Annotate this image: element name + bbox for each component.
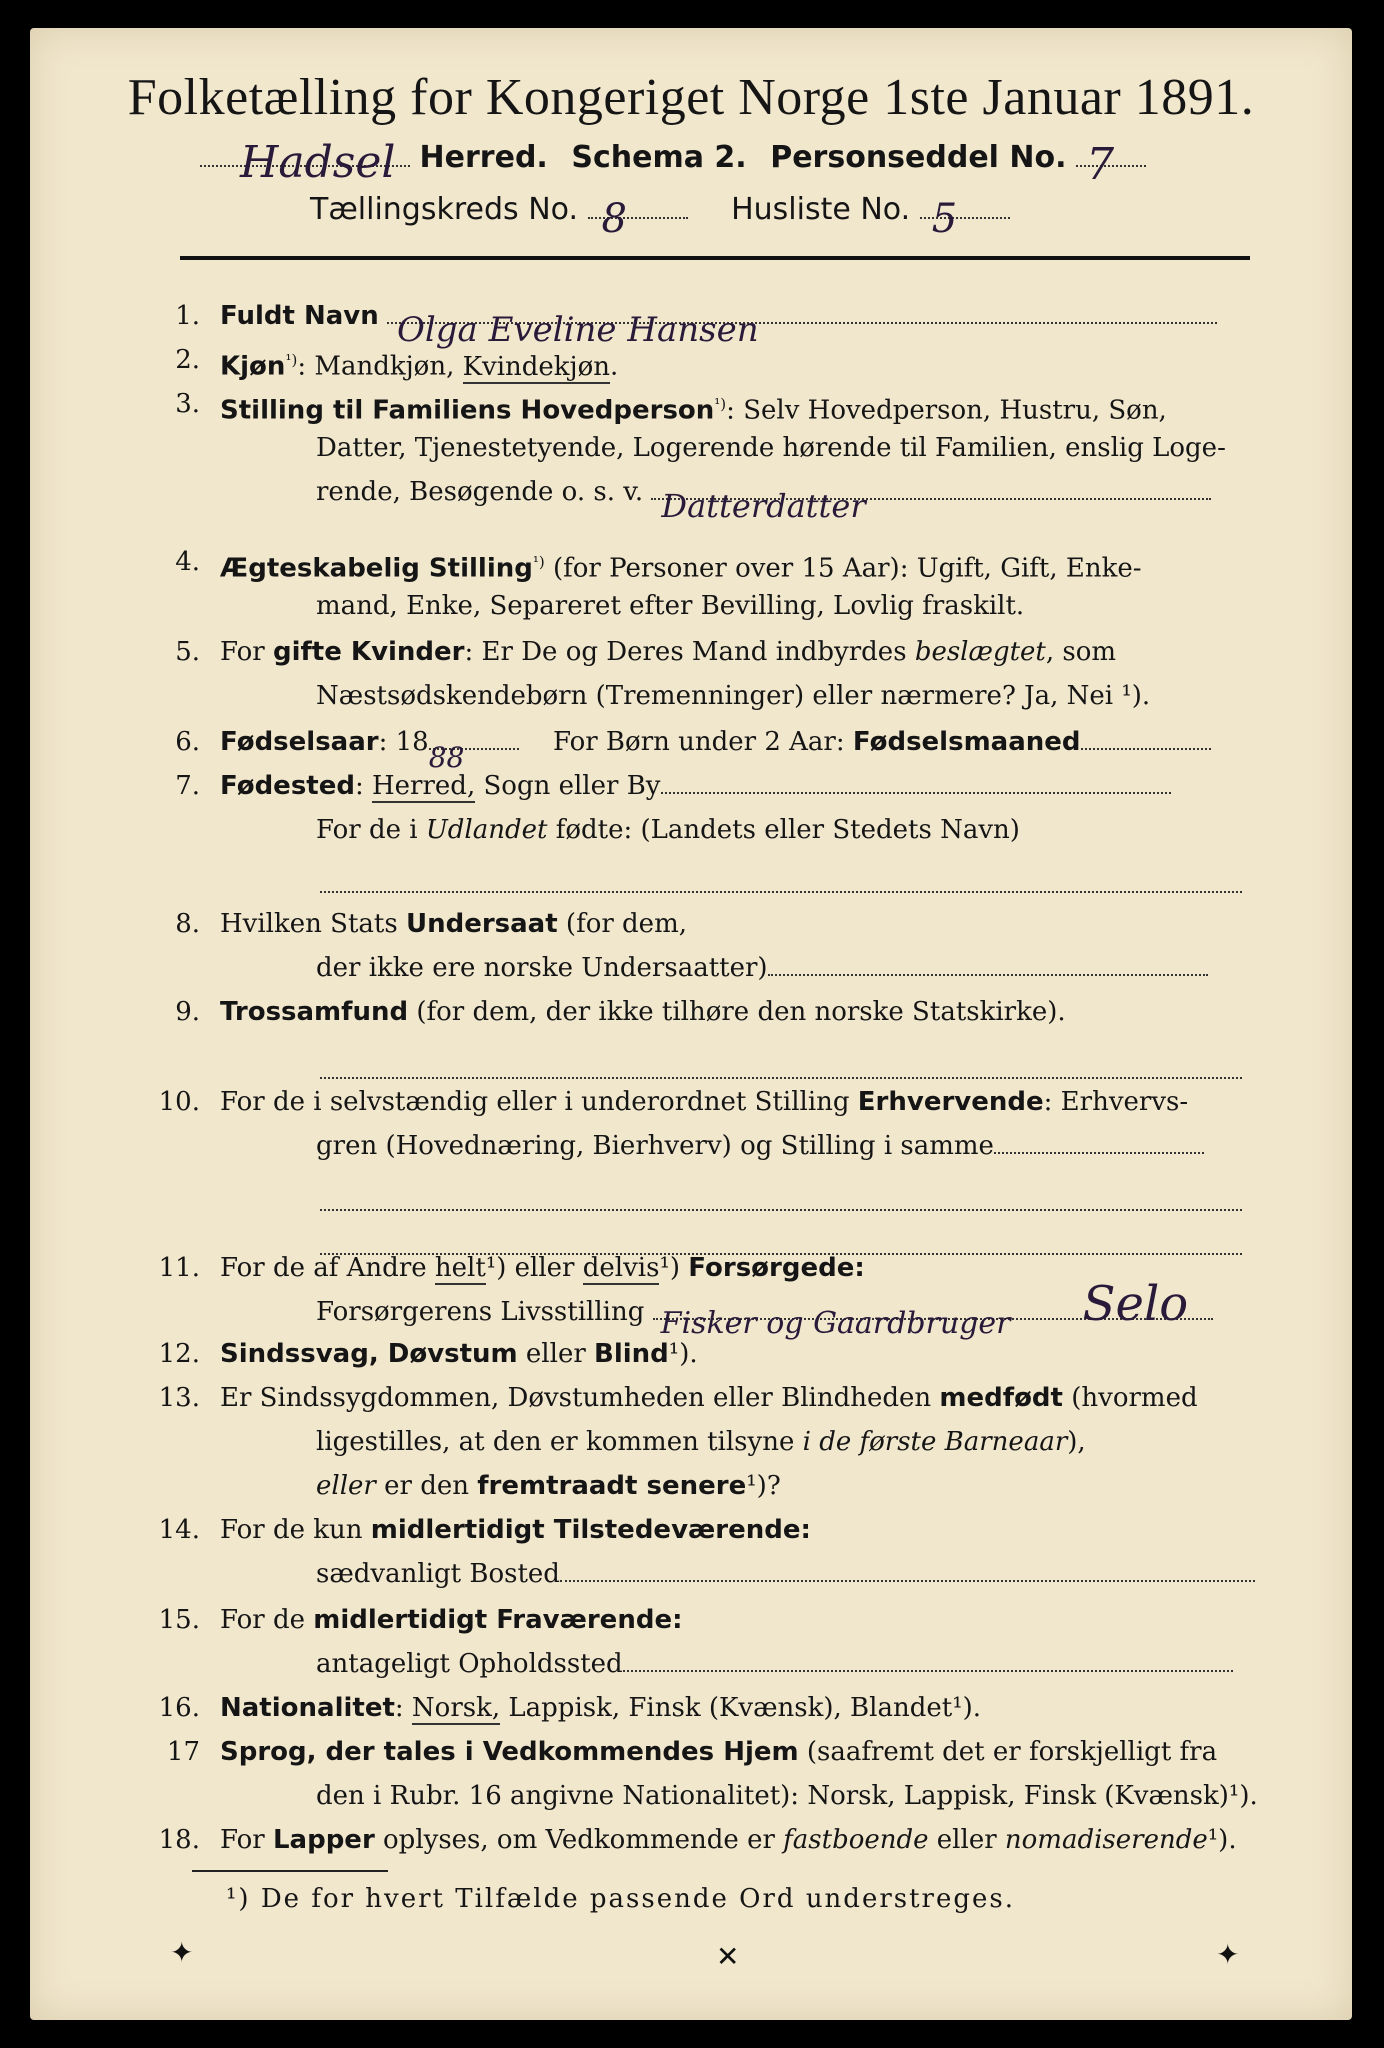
- item-3-line-3: [316, 472, 1211, 525]
- item-10-line-2: [316, 1126, 1204, 1166]
- item-7-line-2b: Udlandet: [425, 815, 548, 845]
- item-15-line-2: [316, 1644, 1233, 1684]
- item-10-blank-line-1: [320, 1196, 1242, 1215]
- nationality-state-field: [768, 974, 1208, 976]
- item-16-text-c: Lappisk, Finsk (Kvænsk), Blandet¹).: [500, 1693, 982, 1723]
- item-6-text: : 18: [378, 727, 429, 757]
- item-18-pre: For: [220, 1825, 273, 1855]
- item-14-number: 14.: [158, 1515, 200, 1545]
- item-7-text-c: Sogn eller By: [475, 771, 661, 801]
- item-11-pre: For de af Andre: [220, 1253, 435, 1283]
- item-5-line-1c: , som: [1045, 637, 1117, 667]
- item-7-line-2a: For de i: [316, 815, 426, 845]
- item-5-pre: For: [220, 637, 273, 667]
- item-8-line-2: [316, 948, 1208, 988]
- husliste-field: [920, 196, 1010, 242]
- item-3-line-3-text: rende, Besøgende o. s. v.: [316, 477, 644, 507]
- item-9-line-1: (for dem, der ikke tilhøre den norske Statskirke).: [408, 997, 1066, 1027]
- item-3-label: Stilling til Familiens Hovedperson: [220, 395, 715, 426]
- item-7-line-2: [316, 810, 1020, 850]
- item-6-number: 6.: [175, 727, 200, 757]
- item-13-line-3b: er den: [375, 1471, 478, 1501]
- item-18-line-1d: nomadiserende: [1004, 1825, 1208, 1855]
- item-12-label: Sindssvag, Døvstum: [220, 1339, 518, 1369]
- item-15-label: midlertidigt Fraværende: [313, 1605, 673, 1635]
- birth-year-value: 88: [428, 741, 465, 774]
- item-14-colon: :: [800, 1515, 811, 1545]
- item-4-footnote-mark: ¹): [532, 553, 545, 571]
- item-2-label: Kjøn: [220, 351, 286, 382]
- item-14-label: midlertidigt Tilstedeværende: [370, 1515, 801, 1545]
- header-line-2: [310, 190, 1010, 242]
- provider-place-value: Selo: [1082, 1276, 1189, 1332]
- herred-label: Herred.: [419, 140, 548, 175]
- item-15-line-2-text: antageligt Opholdssted: [316, 1649, 623, 1679]
- kreds-value: 8: [601, 196, 627, 242]
- item-13-line-3a: eller: [316, 1471, 376, 1501]
- item-5-number: 5.: [175, 637, 200, 667]
- item-6-label: Fødselsaar: [220, 727, 379, 757]
- herred-field: [200, 137, 410, 188]
- item-12-post: ¹).: [668, 1339, 698, 1369]
- item-7-text-a: :: [354, 771, 372, 801]
- item-5-line-1b: beslægtet: [914, 637, 1046, 667]
- item-15-number: 15.: [158, 1605, 200, 1635]
- item-18-line-1e: ¹).: [1207, 1825, 1237, 1855]
- item-18-label: Lapper: [272, 1825, 375, 1855]
- item-9-number: 9.: [175, 997, 200, 1027]
- delvis-underlined: delvis: [582, 1253, 660, 1283]
- provider-occupation-value: Fisker og Gaardbruger: [660, 1306, 1011, 1341]
- herred-value: Hadsel: [240, 137, 396, 188]
- item-9-blank-line: [320, 1064, 1242, 1083]
- item-11-line-2-text: Forsørgerens Livsstilling: [316, 1297, 645, 1327]
- census-form-sheet: [30, 28, 1352, 2020]
- item-13-number: 13.: [158, 1383, 200, 1413]
- item-5-label: gifte Kvinder: [272, 637, 465, 667]
- item-12-mid: eller: [517, 1339, 595, 1369]
- item-10-line-2-text: gren (Hovednæring, Bierhverv) og Stilling i samme: [316, 1131, 994, 1161]
- item-6-label-3: Fødselsmaaned: [852, 727, 1081, 757]
- form-title: Folketælling for Kongeriget Norge 1ste Januar 1891.: [127, 69, 1255, 126]
- item-3-footnote-mark: ¹): [714, 395, 727, 413]
- item-11-mid: ¹) eller: [485, 1253, 583, 1283]
- item-13-line-3c: fremtraadt senere: [477, 1471, 747, 1501]
- provider-occupation-field: [653, 1276, 1213, 1341]
- registration-mark-center: ✕: [716, 1940, 740, 1973]
- item-13-line-3d: ¹)?: [746, 1471, 781, 1501]
- item-15-pre: For de: [220, 1605, 314, 1635]
- footnote-rule: [192, 1870, 388, 1872]
- item-13-line-2b: i de første Barneaar: [802, 1427, 1068, 1457]
- personseddel-label: Personseddel No.: [770, 140, 1067, 175]
- item-4-number: 4.: [175, 547, 200, 577]
- item-8-line-1: (for dem,: [557, 909, 687, 939]
- item-18-number: 18.: [158, 1825, 200, 1855]
- item-2-number: 2.: [175, 345, 200, 375]
- item-1-number: 1.: [175, 301, 200, 331]
- item-13-line-2: [316, 1422, 1086, 1462]
- item-8-number: 8.: [175, 909, 200, 939]
- item-2-text-c: .: [610, 351, 619, 382]
- item-15-colon: :: [672, 1605, 683, 1635]
- item-1-label: Fuldt Navn: [220, 301, 379, 331]
- husliste-value: 5: [931, 196, 958, 242]
- birthplace-field: [661, 792, 1171, 794]
- item-12-number: 12.: [158, 1339, 200, 1369]
- usual-residence-field: [560, 1580, 1255, 1582]
- item-14-line-2-text: sædvanligt Bosted: [316, 1559, 560, 1589]
- item-10-line-1: : Erhvervs-: [1043, 1087, 1189, 1117]
- item-16-text-a: :: [394, 1693, 412, 1723]
- item-10-pre: For de i selvstændig eller i underordnet Stilling: [220, 1087, 858, 1117]
- item-14-line-2: [316, 1554, 1255, 1594]
- item-5-line-1a: : Er De og Deres Mand indbyrdes: [464, 637, 915, 667]
- helt-underlined: helt: [434, 1253, 486, 1283]
- item-17-number: 17: [166, 1737, 200, 1767]
- item-14-pre: For de kun: [220, 1515, 371, 1545]
- item-11-post: ¹): [659, 1253, 689, 1283]
- item-16-number: 16.: [158, 1693, 200, 1723]
- item-18-line-1c: eller: [928, 1825, 1005, 1855]
- registration-mark-right: ✦: [1216, 1938, 1240, 1971]
- kreds-field: [588, 196, 688, 242]
- item-12-label-2: Blind: [594, 1339, 669, 1369]
- item-13-line-2c: ),: [1067, 1427, 1086, 1457]
- birth-year-field: [428, 741, 519, 774]
- norsk-underlined: Norsk,: [411, 1693, 501, 1723]
- item-8-line-2-text: der ikke ere norske Undersaatter): [316, 953, 768, 983]
- item-11-label: Forsørgede: [688, 1253, 855, 1283]
- occupation-field: [994, 1152, 1204, 1154]
- item-4-line-2: mand, Enke, Separeret efter Bevilling, Lovlig fraskilt.: [316, 591, 1025, 621]
- item-10-number: 10.: [158, 1087, 200, 1117]
- item-1-field: [387, 310, 1217, 350]
- item-13-line-1c: (hvormed: [1062, 1383, 1198, 1413]
- item-18-line-1a: oplyses, om Vedkommende er: [374, 1825, 784, 1855]
- item-17-line-1: (saafremt det er forskjelligt fra: [798, 1737, 1218, 1767]
- birth-month-field: [1081, 748, 1211, 750]
- item-11-line-2: [316, 1276, 1213, 1341]
- schema-label: Schema 2.: [571, 140, 747, 175]
- item-17-label: Sprog, der tales i Vedkommendes Hjem: [220, 1737, 799, 1767]
- item-4-line-1: (for Personer over 15 Aar): Ugift, Gift, Enke-: [544, 553, 1142, 584]
- item-3-line-1: : Selv Hovedperson, Hustru, Søn,: [726, 395, 1167, 426]
- item-13-line-1a: Er Sindssygdommen, Døvstumheden eller Blindheden: [220, 1383, 940, 1413]
- item-2-text-a: : Mandkjøn,: [297, 351, 463, 382]
- full-name-value: Olga Eveline Hansen: [397, 310, 759, 350]
- item-8-label: Undersaat: [405, 909, 558, 939]
- item-11-colon: :: [854, 1253, 865, 1283]
- item-11-number: 11.: [158, 1253, 200, 1283]
- probable-residence-field: [623, 1670, 1233, 1672]
- item-7-line-2c: fødte: (Landets eller Stedets Navn): [547, 815, 1020, 845]
- relation-value: Datterdatter: [661, 487, 866, 525]
- item-17-line-2: den i Rubr. 16 angivne Nationalitet): Norsk, Lappisk, Finsk (Kvænsk)¹).: [316, 1781, 1258, 1811]
- header-line-1: [200, 137, 1146, 190]
- item-7-blank-line: [320, 878, 1242, 897]
- item-5-line-2: Næstsødskendebørn (Tremenninger) eller nærmere? Ja, Nei ¹).: [316, 681, 1151, 711]
- item-3-line-2: Datter, Tjenestetyende, Logerende hørende til Familien, enslig Loge-: [316, 433, 1226, 463]
- item-3-field: [651, 487, 1211, 525]
- kvindekjon-underlined: Kvindekjøn: [462, 351, 611, 382]
- item-6-label-2: For Børn under 2 Aar:: [552, 727, 853, 757]
- herred-underlined: Herred,: [372, 771, 476, 801]
- item-16-label: Nationalitet: [220, 1693, 395, 1723]
- item-13-line-3: [316, 1466, 781, 1506]
- registration-mark-left: ✦: [170, 1936, 194, 1969]
- header-rule: [180, 256, 1250, 260]
- item-13-line-2a: ligestilles, at den er kommen tilsyne: [316, 1427, 803, 1457]
- item-13-line-1b: medfødt: [939, 1383, 1063, 1413]
- item-7-number: 7.: [175, 771, 200, 801]
- kreds-label: Tællingskreds No.: [310, 192, 578, 227]
- item-3-number: 3.: [175, 389, 200, 419]
- item-4-label: Ægteskabelig Stilling: [220, 553, 533, 584]
- item-18-line-1b: fastboende: [783, 1825, 929, 1855]
- item-10-label: Erhvervende: [857, 1087, 1044, 1117]
- personseddel-value: 7: [1086, 139, 1115, 190]
- footnote: ¹) De for hvert Tilfælde passende Ord understreges.: [226, 1884, 1016, 1914]
- item-8-pre: Hvilken Stats: [220, 909, 406, 939]
- husliste-label: Husliste No.: [731, 192, 911, 227]
- item-7-label: Fødested: [220, 771, 355, 801]
- item-9-label: Trossamfund: [220, 997, 409, 1027]
- item-2-footnote-mark: ¹): [285, 351, 298, 369]
- personseddel-field: [1076, 139, 1146, 190]
